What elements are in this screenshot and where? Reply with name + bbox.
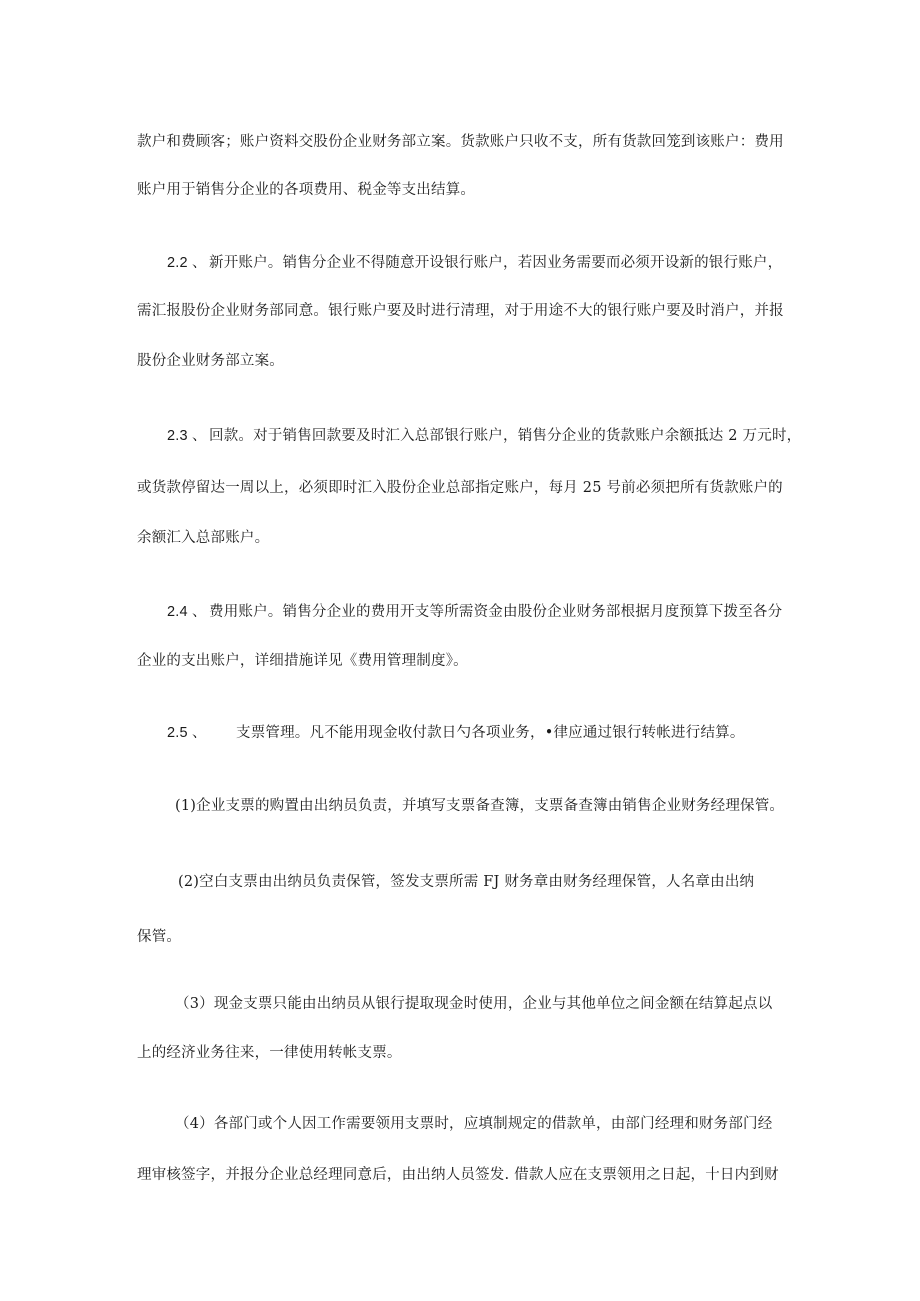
section-2-4-number: 2.4 、 <box>167 604 207 620</box>
section-2-3-line-1: 回款。对于销售回款要及时汇入总部银行账户，销售分企业的货款账户余额抵达 2 万元时， <box>209 428 802 444</box>
item-1-line-1: (1)企业支票的购置由出纳员负责，并填写支票备查簿，支票备查簿由销售企业财务经理保管。 <box>175 798 785 814</box>
section-2-2-line-2: 需汇报股份企业财务部同意。银行账户要及时进行清理，对于用途不大的银行账户要及时消户，并报 <box>137 303 784 319</box>
section-2-3-line-3: 余额汇入总部账户。 <box>137 530 270 546</box>
section-2-2-line-3: 股份企业财务部立案。 <box>137 353 284 369</box>
section-2-2-number: 2.2 、 <box>167 255 207 271</box>
item-3-line-1: （3）现金支票只能由出纳员从银行提取现金时使用，企业与其他单位之间金额在结算起点以 <box>175 996 773 1012</box>
section-2-4-line-1: 费用账户。销售分企业的费用开支等所需资金由股份企业财务部根据月度预算下拨至各分 <box>209 604 783 620</box>
section-2-3-number: 2.3 、 <box>167 428 207 444</box>
section-2-5-line-1: 支票管理。凡不能用现金收付款日勺各项业务，•律应通过银行转帐进行结算。 <box>236 725 745 741</box>
item-2-line-1: (2)空白支票由出纳员负责保管，签发支票所需 FJ 财务章由财务经理保管，人名章由出纳 <box>178 874 755 890</box>
item-4-line-1: （4）各部门或个人因工作需要领用支票时，应填制规定的借款单，由部门经理和财务部门经 <box>175 1116 773 1132</box>
paragraph-1-line-2: 账户用于销售分企业的各项费用、税金等支出结算。 <box>137 182 476 198</box>
section-2-2-line-1: 新开账户。销售分企业不得随意开设银行账户，若因业务需要而必须开设新的银行账户， <box>209 255 783 271</box>
section-2-4-line-2: 企业的支出账户，详细措施详见《费用管理制度》。 <box>137 653 468 669</box>
section-2-5-number: 2.5 、 <box>167 725 207 741</box>
item-4-line-2: 理审核签字，并报分企业总经理同意后，由出纳人员签发. 借款人应在支票领用之日起，十日内到财 <box>137 1167 779 1183</box>
section-2-3-line-2: 或货款停留达一周以上，必须即时汇入股份企业总部指定账户，每月 25 号前必须把所有货款账户的 <box>137 480 783 496</box>
paragraph-1-line-1: 款户和费顾客；账户资料交股份企业财务部立案。货款账户只收不支，所有货款回笼到该账户：费用 <box>137 134 784 150</box>
item-2-line-2: 保管。 <box>137 929 182 945</box>
item-3-line-2: 上的经济业务往来，一律使用转帐支票。 <box>137 1045 402 1061</box>
